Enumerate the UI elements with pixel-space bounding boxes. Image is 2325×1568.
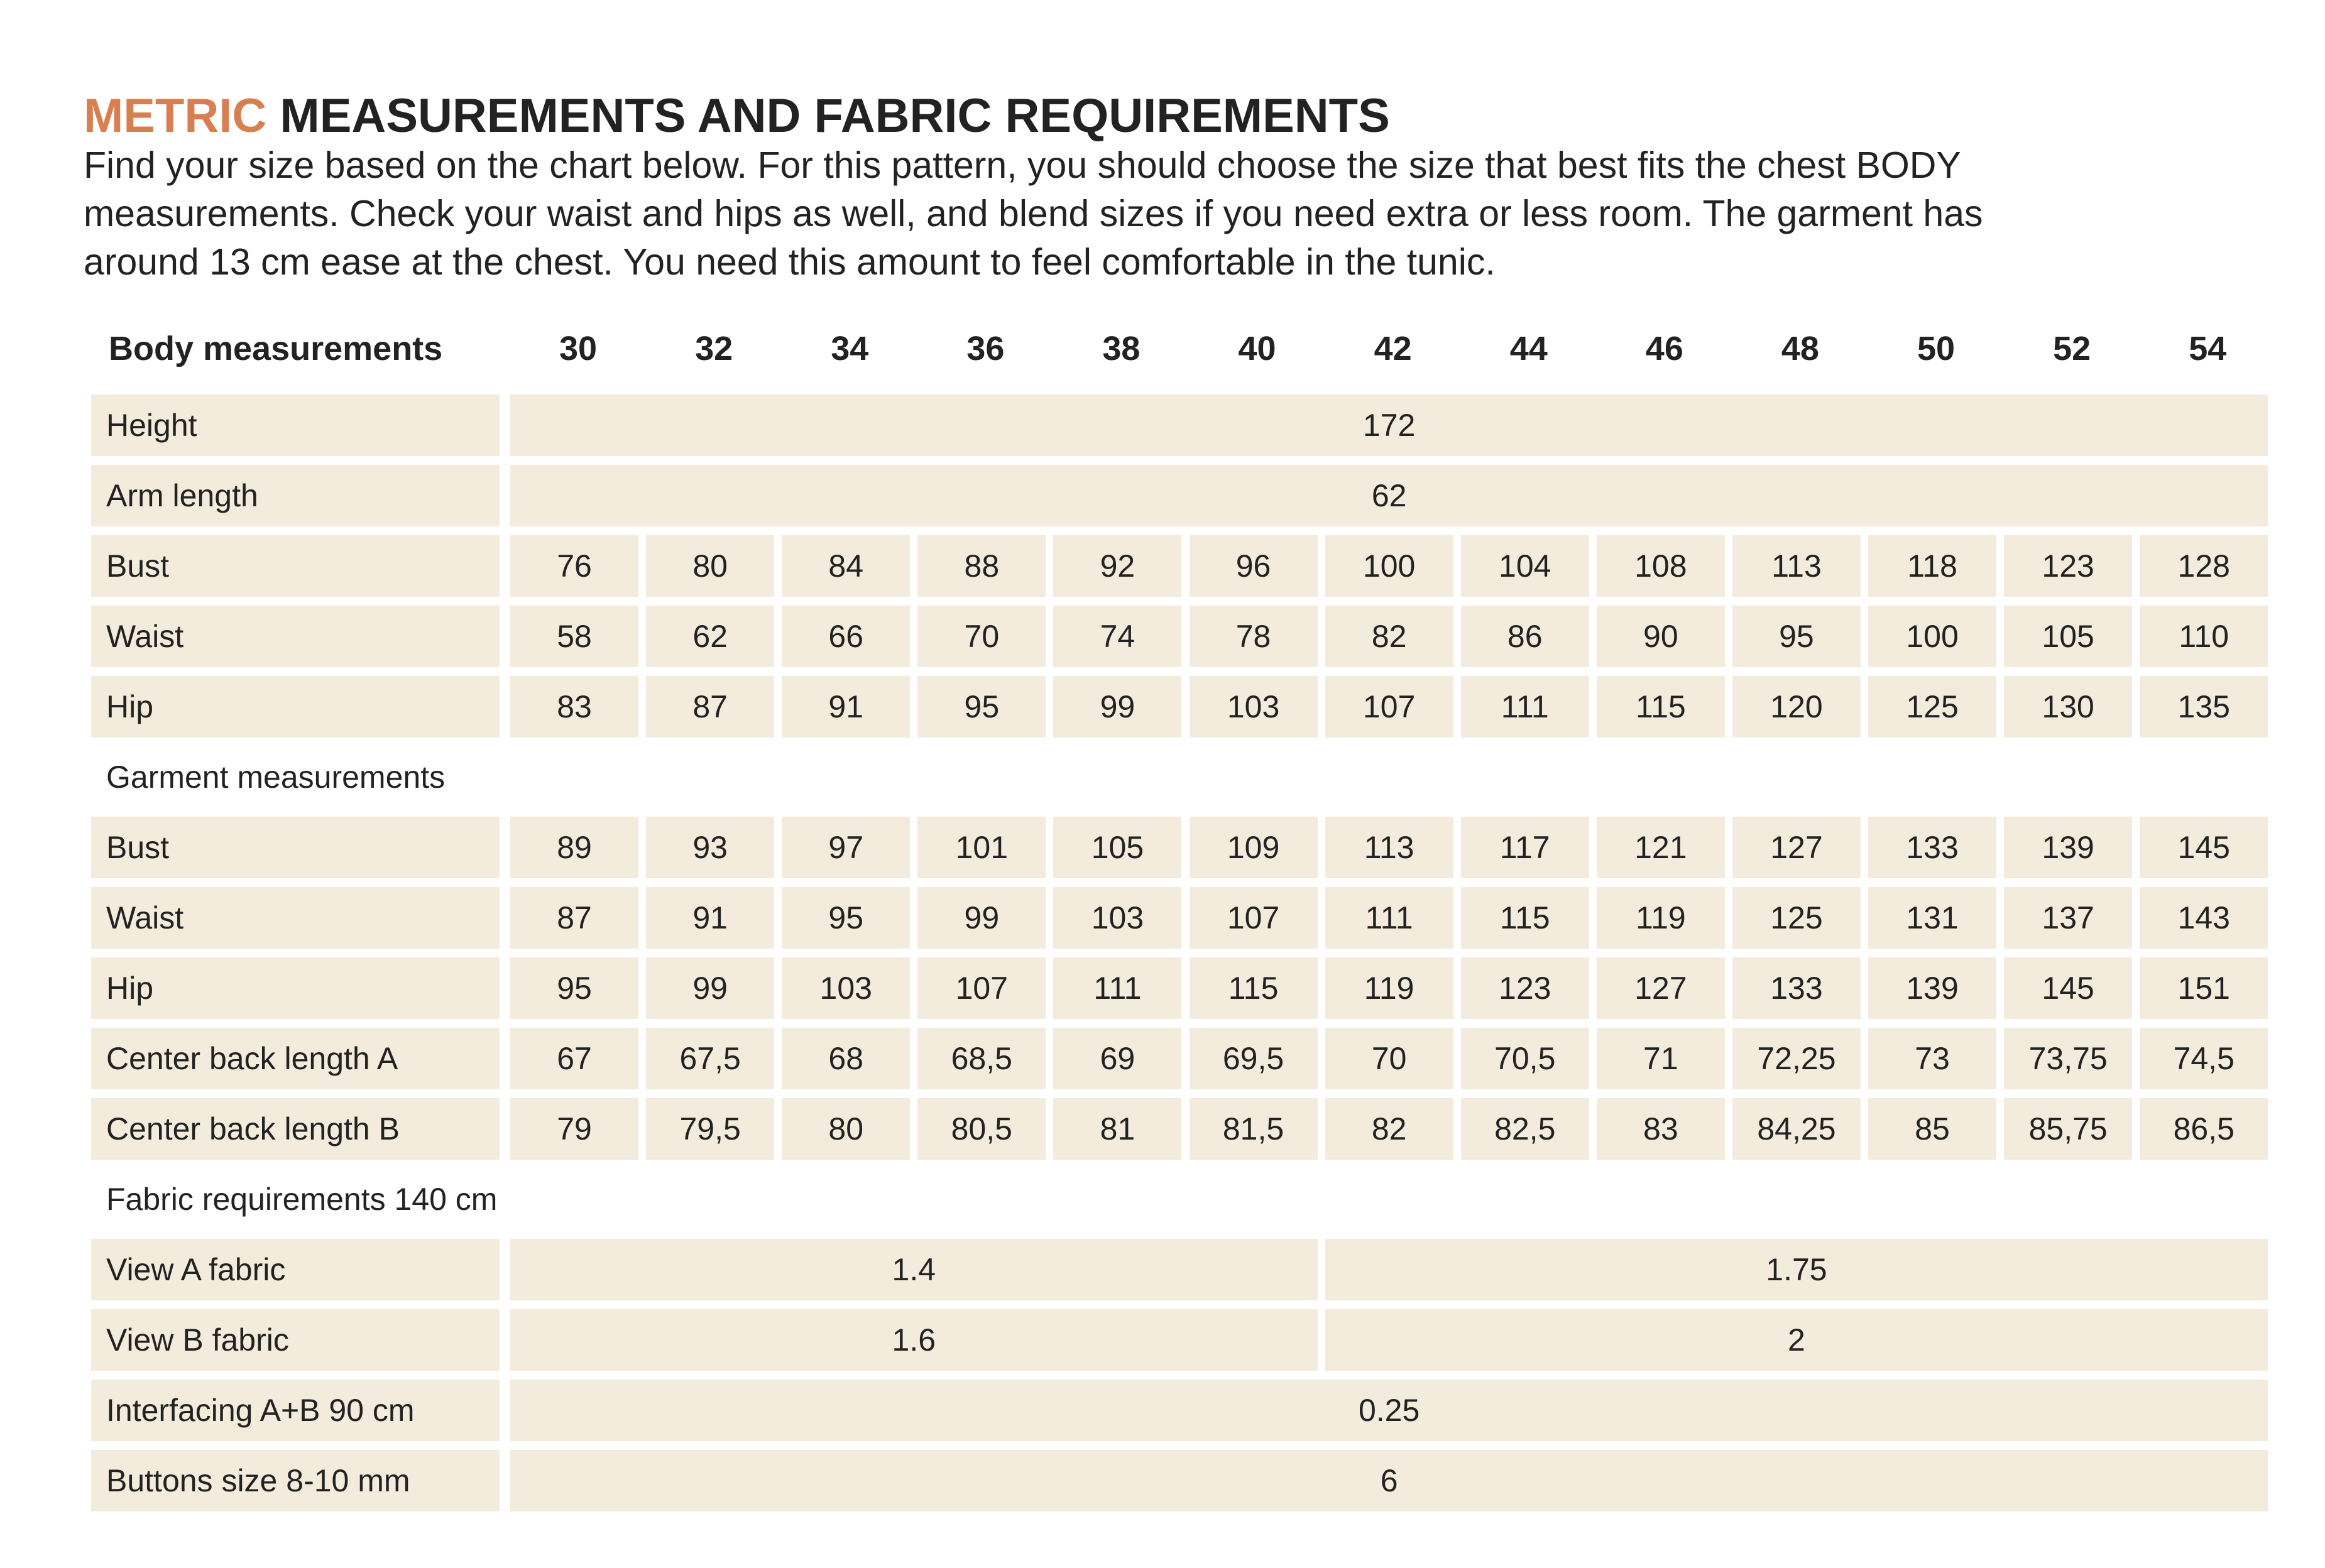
value-cell: 123 bbox=[2004, 535, 2132, 597]
value-cell: 130 bbox=[2004, 676, 2132, 738]
row-label: Arm length bbox=[91, 465, 500, 526]
row-label: Interfacing A+B 90 cm bbox=[91, 1380, 500, 1441]
value-cell: 105 bbox=[2004, 606, 2132, 667]
value-cell: 69,5 bbox=[1190, 1028, 1318, 1089]
row-label: Center back length B bbox=[91, 1098, 500, 1160]
value-cell: 151 bbox=[2140, 957, 2268, 1019]
value-cell: 111 bbox=[1053, 957, 1181, 1019]
value-cell: 58 bbox=[510, 606, 638, 667]
value-cell-sizes-30-40: 1.6 bbox=[510, 1309, 1318, 1371]
value-cell: 67,5 bbox=[646, 1028, 774, 1089]
row-label: Height bbox=[91, 395, 500, 456]
page-title bbox=[84, 85, 1390, 148]
row-label: Center back length A bbox=[91, 1028, 500, 1089]
value-cell: 115 bbox=[1190, 957, 1318, 1019]
value-cell: 87 bbox=[646, 676, 774, 738]
value-cell: 100 bbox=[1325, 535, 1453, 597]
value-cell: 131 bbox=[1868, 887, 1996, 949]
value-cell: 107 bbox=[917, 957, 1046, 1019]
value-cell: 68 bbox=[782, 1028, 910, 1089]
value-cell: 105 bbox=[1053, 817, 1181, 878]
title-accent: METRIC bbox=[84, 89, 267, 143]
value-cell: 117 bbox=[1461, 817, 1589, 878]
value-cell: 88 bbox=[917, 535, 1046, 597]
value-cell-sizes-42-54: 2 bbox=[1325, 1309, 2268, 1371]
row-label: View B fabric bbox=[91, 1309, 500, 1371]
value-cell: 103 bbox=[1190, 676, 1318, 738]
value-cell: 70 bbox=[1325, 1028, 1453, 1089]
table-row bbox=[0, 395, 2325, 456]
size-header: 32 bbox=[695, 330, 733, 368]
value-cell: 100 bbox=[1868, 606, 1996, 667]
value-cell: 99 bbox=[917, 887, 1046, 949]
merged-value-cell: 172 bbox=[510, 395, 2268, 456]
row-label: Waist bbox=[91, 887, 500, 949]
value-cell: 127 bbox=[1597, 957, 1725, 1019]
value-cell: 79,5 bbox=[646, 1098, 774, 1160]
value-cell: 118 bbox=[1868, 535, 1996, 597]
value-cell: 95 bbox=[782, 887, 910, 949]
value-cell: 119 bbox=[1325, 957, 1453, 1019]
value-cell: 70 bbox=[917, 606, 1046, 667]
value-cell: 99 bbox=[1053, 676, 1181, 738]
merged-value-cell: 62 bbox=[510, 465, 2268, 526]
size-header: 48 bbox=[1781, 330, 1819, 368]
value-cell: 120 bbox=[1732, 676, 1861, 738]
title-rest: MEASUREMENTS AND FABRIC REQUIREMENTS bbox=[266, 89, 1390, 143]
value-cell: 139 bbox=[2004, 817, 2132, 878]
value-cell: 107 bbox=[1325, 676, 1453, 738]
value-cell: 81,5 bbox=[1190, 1098, 1318, 1160]
row-label: Bust bbox=[91, 817, 500, 878]
size-header: 38 bbox=[1102, 330, 1141, 368]
value-cell: 73,75 bbox=[2004, 1028, 2132, 1089]
value-cell: 99 bbox=[646, 957, 774, 1019]
table-row bbox=[0, 887, 2325, 949]
value-cell: 109 bbox=[1190, 817, 1318, 878]
value-cell: 68,5 bbox=[917, 1028, 1046, 1089]
intro-line: around 13 cm ease at the chest. You need this amount to feel comfortable in the tunic. bbox=[84, 241, 1496, 283]
size-header: 46 bbox=[1645, 330, 1683, 368]
value-cell: 83 bbox=[510, 676, 638, 738]
row-label: Waist bbox=[91, 606, 500, 667]
table-row bbox=[0, 1028, 2325, 1089]
value-cell: 79 bbox=[510, 1098, 638, 1160]
value-cell: 128 bbox=[2140, 535, 2268, 597]
size-header: 40 bbox=[1238, 330, 1276, 368]
table-header bbox=[84, 320, 2233, 377]
size-header: 36 bbox=[966, 330, 1005, 368]
value-cell: 95 bbox=[1732, 606, 1861, 667]
value-cell: 62 bbox=[646, 606, 774, 667]
value-cell: 80,5 bbox=[917, 1098, 1046, 1160]
value-cell: 80 bbox=[782, 1098, 910, 1160]
value-cell: 145 bbox=[2140, 817, 2268, 878]
value-cell: 81 bbox=[1053, 1098, 1181, 1160]
value-cell-sizes-42-54: 1.75 bbox=[1325, 1239, 2268, 1300]
value-cell: 91 bbox=[782, 676, 910, 738]
value-cell: 70,5 bbox=[1461, 1028, 1589, 1089]
merged-value-cell: 6 bbox=[510, 1450, 2268, 1511]
value-cell: 80 bbox=[646, 535, 774, 597]
value-cell: 92 bbox=[1053, 535, 1181, 597]
value-cell: 84,25 bbox=[1732, 1098, 1861, 1160]
value-cell: 121 bbox=[1597, 817, 1725, 878]
value-cell: 83 bbox=[1597, 1098, 1725, 1160]
merged-value-cell: 0.25 bbox=[510, 1380, 2268, 1441]
value-cell: 86 bbox=[1461, 606, 1589, 667]
value-cell: 95 bbox=[917, 676, 1046, 738]
value-cell: 143 bbox=[2140, 887, 2268, 949]
table-row bbox=[0, 1309, 2325, 1371]
value-cell: 89 bbox=[510, 817, 638, 878]
value-cell: 84 bbox=[782, 535, 910, 597]
value-cell: 69 bbox=[1053, 1028, 1181, 1089]
value-cell: 125 bbox=[1868, 676, 1996, 738]
table-row bbox=[0, 1450, 2325, 1511]
value-cell: 95 bbox=[510, 957, 638, 1019]
value-cell: 104 bbox=[1461, 535, 1589, 597]
value-cell: 74 bbox=[1053, 606, 1181, 667]
value-cell: 111 bbox=[1461, 676, 1589, 738]
intro-line: Find your size based on the chart below. For this pattern, you should choose the size that best fits the chest BODY bbox=[84, 144, 1961, 186]
value-cell: 103 bbox=[1053, 887, 1181, 949]
row-label: Buttons size 8-10 mm bbox=[91, 1450, 500, 1511]
value-cell: 127 bbox=[1732, 817, 1861, 878]
value-cell: 96 bbox=[1190, 535, 1318, 597]
value-cell: 145 bbox=[2004, 957, 2132, 1019]
row-label: Hip bbox=[91, 957, 500, 1019]
value-cell: 93 bbox=[646, 817, 774, 878]
value-cell: 137 bbox=[2004, 887, 2132, 949]
value-cell: 82 bbox=[1325, 606, 1453, 667]
value-cell: 82,5 bbox=[1461, 1098, 1589, 1160]
table-row bbox=[0, 535, 2325, 597]
value-cell: 66 bbox=[782, 606, 910, 667]
table-row bbox=[0, 676, 2325, 738]
value-cell: 115 bbox=[1461, 887, 1589, 949]
value-cell: 71 bbox=[1597, 1028, 1725, 1089]
value-cell: 119 bbox=[1597, 887, 1725, 949]
value-cell: 85,75 bbox=[2004, 1098, 2132, 1160]
value-cell-sizes-30-40: 1.4 bbox=[510, 1239, 1318, 1300]
row-label: View A fabric bbox=[91, 1239, 500, 1300]
value-cell: 74,5 bbox=[2140, 1028, 2268, 1089]
value-cell: 86,5 bbox=[2140, 1098, 2268, 1160]
value-cell: 113 bbox=[1732, 535, 1861, 597]
section-fabric-requirements: Fabric requirements 140 cm bbox=[106, 1182, 498, 1217]
header-label: Body measurements bbox=[109, 330, 443, 368]
intro-text bbox=[84, 141, 2251, 286]
value-cell: 108 bbox=[1597, 535, 1725, 597]
intro-line: measurements. Check your waist and hips as well, and blend sizes if you need extra or less room. The garment has bbox=[84, 193, 1983, 234]
value-cell: 111 bbox=[1325, 887, 1453, 949]
table-row bbox=[0, 606, 2325, 667]
table-row bbox=[0, 1380, 2325, 1441]
value-cell: 91 bbox=[646, 887, 774, 949]
value-cell: 103 bbox=[782, 957, 910, 1019]
value-cell: 67 bbox=[510, 1028, 638, 1089]
value-cell: 82 bbox=[1325, 1098, 1453, 1160]
value-cell: 97 bbox=[782, 817, 910, 878]
value-cell: 113 bbox=[1325, 817, 1453, 878]
value-cell: 133 bbox=[1732, 957, 1861, 1019]
table-row bbox=[0, 1239, 2325, 1300]
value-cell: 87 bbox=[510, 887, 638, 949]
size-header: 42 bbox=[1374, 330, 1412, 368]
value-cell: 110 bbox=[2140, 606, 2268, 667]
value-cell: 107 bbox=[1190, 887, 1318, 949]
size-header: 52 bbox=[2053, 330, 2091, 368]
row-label: Bust bbox=[91, 535, 500, 597]
table-row bbox=[0, 957, 2325, 1019]
row-label: Hip bbox=[91, 676, 500, 738]
value-cell: 135 bbox=[2140, 676, 2268, 738]
value-cell: 139 bbox=[1868, 957, 1996, 1019]
size-header: 50 bbox=[1917, 330, 1956, 368]
section-garment-measurements: Garment measurements bbox=[106, 760, 446, 795]
value-cell: 133 bbox=[1868, 817, 1996, 878]
size-header: 30 bbox=[559, 330, 598, 368]
table-row bbox=[0, 817, 2325, 878]
value-cell: 73 bbox=[1868, 1028, 1996, 1089]
value-cell: 115 bbox=[1597, 676, 1725, 738]
value-cell: 90 bbox=[1597, 606, 1725, 667]
value-cell: 123 bbox=[1461, 957, 1589, 1019]
value-cell: 125 bbox=[1732, 887, 1861, 949]
value-cell: 101 bbox=[917, 817, 1046, 878]
value-cell: 76 bbox=[510, 535, 638, 597]
value-cell: 72,25 bbox=[1732, 1028, 1861, 1089]
size-header: 44 bbox=[1509, 330, 1548, 368]
size-header: 34 bbox=[831, 330, 869, 368]
value-cell: 78 bbox=[1190, 606, 1318, 667]
table-row bbox=[0, 465, 2325, 526]
size-header: 54 bbox=[2189, 330, 2227, 368]
value-cell: 85 bbox=[1868, 1098, 1996, 1160]
table-row bbox=[0, 1098, 2325, 1160]
